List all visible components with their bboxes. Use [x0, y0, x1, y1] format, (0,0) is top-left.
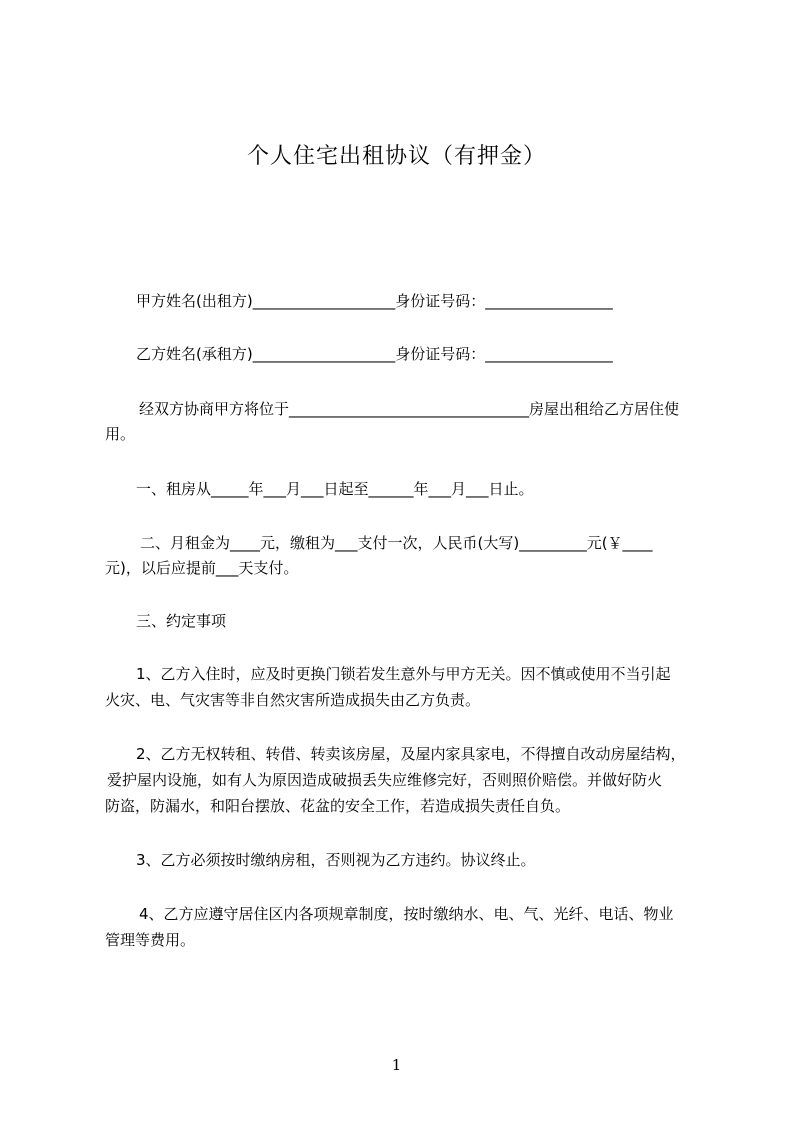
item-4-line-2: 管理等费用。 — [105, 931, 196, 949]
party-b-line: 乙方姓名(承租方)___________________身份证号码：_________________ — [136, 345, 613, 363]
item-2-line-1: 2、乙方无权转租、转借、转卖该房屋，及屋内家具家电，不得擅自改动房屋结构， — [136, 745, 686, 763]
item-2-line-2: 爱护屋内设施，如有人为原因造成破损丢失应维修完好，否则照价赔偿。并做好防火 — [107, 771, 663, 789]
item-1-line-1: 1、乙方入住时，应及时更换门锁若发生意外与甲方无关。因不慎或使用不当引起 — [136, 665, 671, 683]
document-title: 个人住宅出租协议（有押金） — [246, 144, 546, 169]
clause-2-line-2: 元)，以后应提前___天支付。 — [105, 559, 299, 577]
item-2-line-3: 防盗，防漏水，和阳台摆放、花盆的安全工作，若造成损失责任自负。 — [105, 797, 571, 815]
intro-line-2: 用。 — [105, 425, 136, 443]
clause-2-line-1: 二、月租金为____元，缴租为___支付一次，人民币(大写)_________元(￥____ — [140, 534, 653, 552]
item-1-line-2: 火灾、电、气灾害等非自然灾害所造成损失由乙方负责。 — [105, 691, 481, 709]
clause-1-rental-period: 一、租房从_____年___月___日起至______年___月___日止。 — [136, 480, 534, 498]
page-number: 1 — [391, 1056, 402, 1074]
party-a-line: 甲方姓名(出租方)___________________身份证号码：_________________ — [136, 292, 613, 310]
intro-line-1: 经双方协商甲方将位于________________________________房屋出租给乙方居住使 — [139, 400, 680, 418]
item-3-line-1: 3、乙方必须按时缴纳房租，否则视为乙方违约。协议终止。 — [136, 851, 536, 869]
item-4-line-1: 4、乙方应遵守居住区内各项规章制度，按时缴纳水、电、气、光纤、电话、物业 — [139, 905, 674, 923]
clause-3-heading: 三、约定事项 — [136, 612, 227, 630]
